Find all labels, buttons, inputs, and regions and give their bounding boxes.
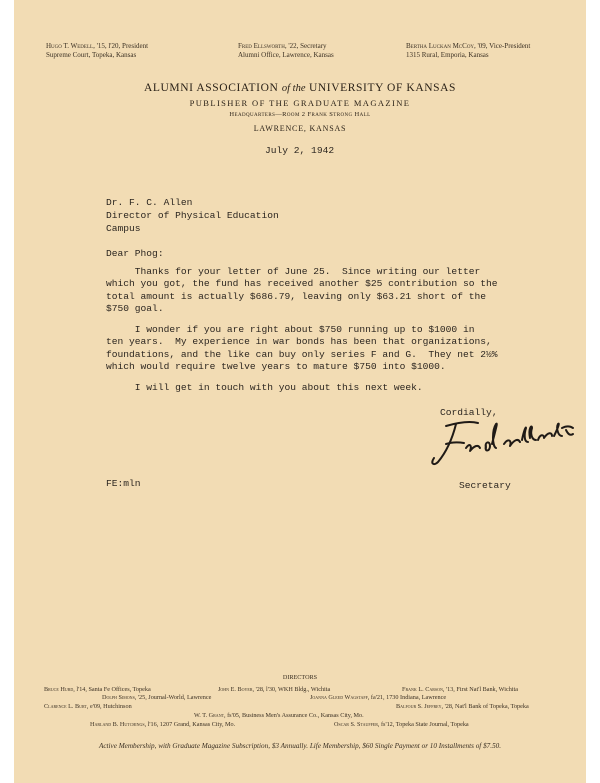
director-name: Bruce Hurd [44, 686, 74, 693]
paragraph-line: I wonder if you are right about $750 running up to $1000 in [106, 324, 475, 335]
paragraph-line: Thanks for your letter of June 25. Since writing our letter [106, 266, 481, 277]
officer-address: Alumni Office, Lawrence, Kansas [238, 51, 334, 59]
officer-class: , '15, l'20, President [93, 42, 149, 50]
director-entry [102, 694, 211, 702]
officer-class: , '09, Vice-President [474, 42, 531, 50]
director-name: W. T. Grant [194, 712, 225, 719]
director-detail: , fs'12, Topeka State Journal, Topeka [377, 721, 469, 728]
director-name: Joanna Gleed Wagstaff [310, 694, 368, 701]
director-name: Harland B. Hutchings [90, 721, 145, 728]
body-paragraph-2 [106, 324, 498, 374]
director-name: Clarence L. Burt [44, 703, 87, 710]
recipient-line: Campus [106, 223, 141, 234]
recipient-line: Dr. F. C. Allen [106, 197, 193, 208]
letter-date: July 2, 1942 [265, 145, 335, 156]
director-detail: , l'16, 1207 Grand, Kansas City, Mo. [144, 721, 236, 728]
signer-title: Secretary [459, 480, 511, 491]
paragraph-line: which would require twelve years to mature $750 into $1000. [106, 361, 446, 373]
paragraph-line: I will get in touch with you about this next week. [106, 382, 423, 393]
salutation: Dear Phog: [106, 248, 164, 259]
paragraph-line: total amount is actually $686.79, leaving only $63.21 short of the [106, 290, 486, 302]
body-paragraph-3 [106, 382, 423, 394]
recipient-line: Director of Physical Education [106, 210, 279, 221]
body-paragraph-1 [106, 266, 498, 316]
officer-president [46, 42, 148, 60]
director-detail: , e'09, Hutchinson [86, 703, 132, 710]
headquarters-line: Headquarters—Room 2 Frank Strong Hall [229, 111, 371, 118]
paragraph-line: foundations, and the like can buy only series F and G. They net 2½% [106, 348, 498, 360]
signature-mark [426, 418, 576, 470]
director-entry [44, 686, 151, 694]
closing: Cordially, [440, 407, 498, 418]
director-entry [334, 721, 469, 729]
director-detail: , fa'21, 1730 Indiana, Lawrence [367, 694, 447, 701]
publisher-line: PUBLISHER OF THE GRADUATE MAGAZINE [189, 98, 411, 108]
officer-address: 1315 Rural, Emporia, Kansas [406, 51, 489, 59]
director-detail: , '28, l'30, WKH Bldg., Wichita [252, 686, 331, 693]
officer-name: Hugo T. Wedell [46, 42, 94, 50]
officer-address: Supreme Court, Topeka, Kansas [46, 51, 137, 59]
officer-name: Fred Ellsworth [238, 42, 285, 50]
city-line: LAWRENCE, KANSAS [253, 124, 347, 133]
association-name [14, 82, 586, 94]
typist-initials: FE:mln [106, 478, 141, 489]
director-entry [90, 721, 235, 729]
director-name: John E. Boyer [218, 686, 253, 693]
officer-name: Bertha Luckan McCoy [406, 42, 475, 50]
officer-secretary [238, 42, 334, 60]
paragraph-line: which you got, the fund has received another $25 contribution so the [106, 278, 498, 290]
director-detail: , l'14, Santa Fe Offices, Topeka [73, 686, 151, 693]
director-detail: , fs'05, Business Men's Assurance Co., Kansas City, Mo. [224, 712, 364, 719]
officer-class: , '22, Secretary [284, 42, 327, 50]
director-entry [194, 712, 364, 720]
association-name-part: ALUMNI ASSOCIATION [143, 82, 279, 94]
director-name: Dolph Simons [102, 694, 135, 701]
director-entry [310, 694, 446, 702]
director-detail: , '28, Nat'l Bank of Topeka, Topeka [441, 703, 529, 710]
director-name: Balfour S. Jeffrey [396, 703, 442, 710]
director-entry [402, 686, 518, 694]
director-entry [44, 703, 132, 711]
director-name: Frank L. Carson [402, 686, 443, 693]
letter-sheet [14, 0, 586, 783]
paragraph-line: ten years. My experience in war bonds has been that organizations, [106, 336, 492, 348]
director-detail: , '13, First Nat'l Bank, Wichita [442, 686, 518, 693]
directors-heading: DIRECTORS [282, 674, 318, 681]
officer-vice-president [406, 42, 530, 60]
director-entry [218, 686, 330, 694]
association-name-of: of the [281, 83, 306, 94]
director-entry [396, 703, 529, 711]
paragraph-line: $750 goal. [106, 303, 164, 315]
association-name-university: UNIVERSITY OF KANSAS [309, 82, 457, 94]
membership-footer: Active Membership, with Graduate Magazine Subscription, $3 Annually. Life Membership, $60 Single Payment or 10 Installments of $7.50. [98, 742, 502, 750]
director-name: Oscar S. Stauffer [334, 721, 378, 728]
director-detail: , '25, Journal-World, Lawrence [134, 694, 212, 701]
